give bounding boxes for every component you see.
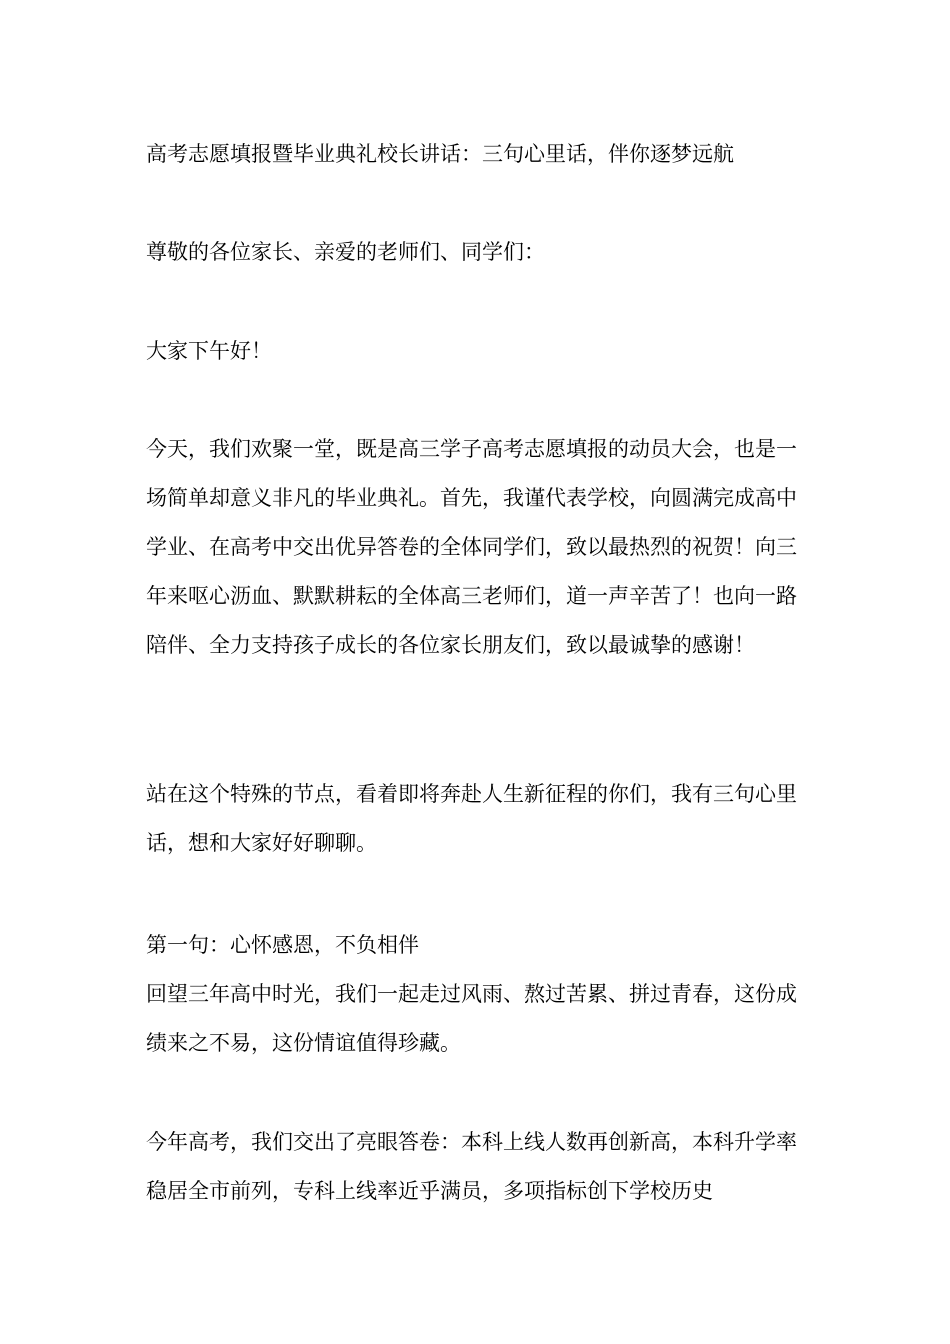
salutation: 尊敬的各位家长、亲爱的老师们、同学们： xyxy=(146,240,545,264)
results-paragraph: 今年高考，我们交出了亮眼答卷：本科上线人数再创新高，本科升学率稳居全市前列，专科上线率近乎满员，多项指标创下学校历史 xyxy=(146,1130,797,1203)
section-heading: 第一句：心怀感恩，不负相伴 xyxy=(146,933,419,957)
document-title: 高考志愿填报暨毕业典礼校长讲话：三句心里话，伴你逐梦远航 xyxy=(146,142,734,166)
opening-paragraph: 今天，我们欢聚一堂，既是高三学子高考志愿填报的动员大会，也是一场简单却意义非凡的毕业典礼。首先，我谨代表学校，向圆满完成高中学业、在高考中交出优异答卷的全体同学们，致以最热烈的祝贺！向三年来呕心沥血、默默耕耘的全体高三老师们，道一声辛苦了！也向一路陪伴、全力支持孩子成长的各位家长朋友们，致以最诚挚的感谢！ xyxy=(146,437,797,657)
greeting: 大家下午好！ xyxy=(146,339,272,363)
intro-paragraph: 站在这个特殊的节点，看着即将奔赴人生新征程的你们，我有三句心里话，想和大家好好聊聊。 xyxy=(146,782,797,855)
section-body: 回望三年高中时光，我们一起走过风雨、熬过苦累、拼过青春，这份成绩来之不易，这份情谊值得珍藏。 xyxy=(146,982,797,1055)
